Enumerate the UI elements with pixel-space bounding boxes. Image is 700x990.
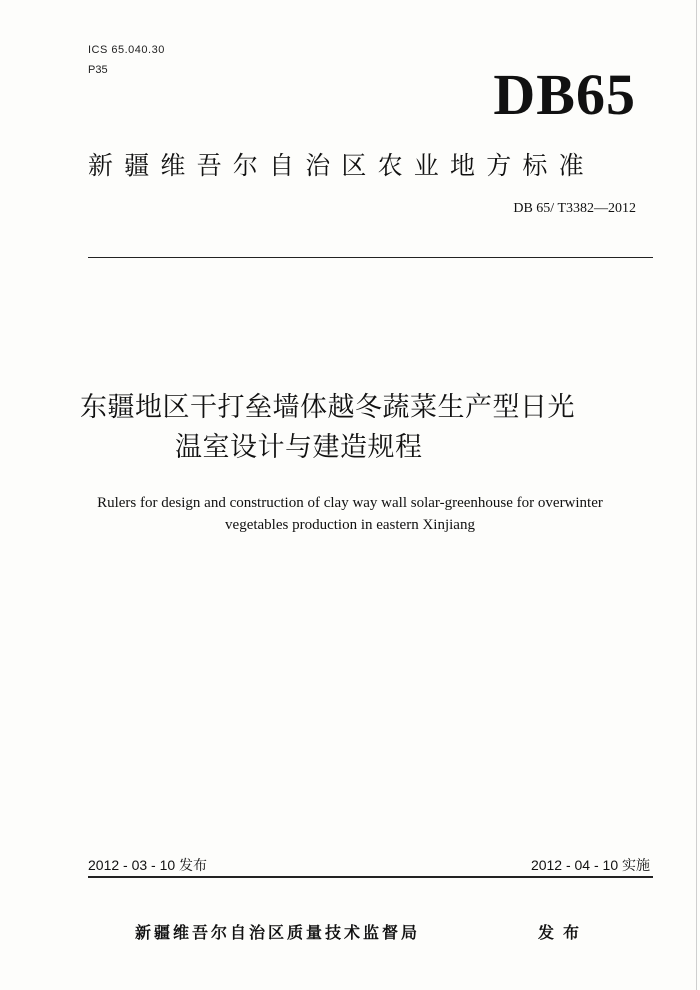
english-title	[0, 492, 700, 536]
standard-logo: DB65	[493, 62, 636, 127]
chinese-title-line-1: 东疆地区干打垒墙体越冬蔬菜生产型日光	[80, 392, 575, 423]
standard-number: DB 65/ T3382—2012	[513, 201, 636, 216]
chinese-title	[0, 388, 700, 468]
chinese-title-line-2: 温室设计与建造规程	[175, 432, 423, 463]
standard-type-heading: 新疆维吾尔自治区农业地方标准	[88, 151, 595, 180]
issue-label: 发布	[538, 923, 589, 942]
implementation-date: 2012 - 04 - 10 实施	[530, 857, 650, 873]
issue-date: 2012 - 03 - 10 发布	[88, 857, 208, 873]
issuing-authority: 新疆维吾尔自治区质量技术监督局	[135, 923, 421, 942]
bottom-divider	[88, 876, 653, 878]
english-title-line-1: Rulers for design and construction of clay way wall solar-greenhouse for overwinter	[97, 495, 603, 511]
ics-code: ICS 65.040.30	[88, 44, 165, 56]
top-divider	[88, 257, 653, 258]
classification-code: P35	[88, 64, 108, 76]
english-title-line-2: vegetables production in eastern Xinjiang	[225, 517, 475, 533]
